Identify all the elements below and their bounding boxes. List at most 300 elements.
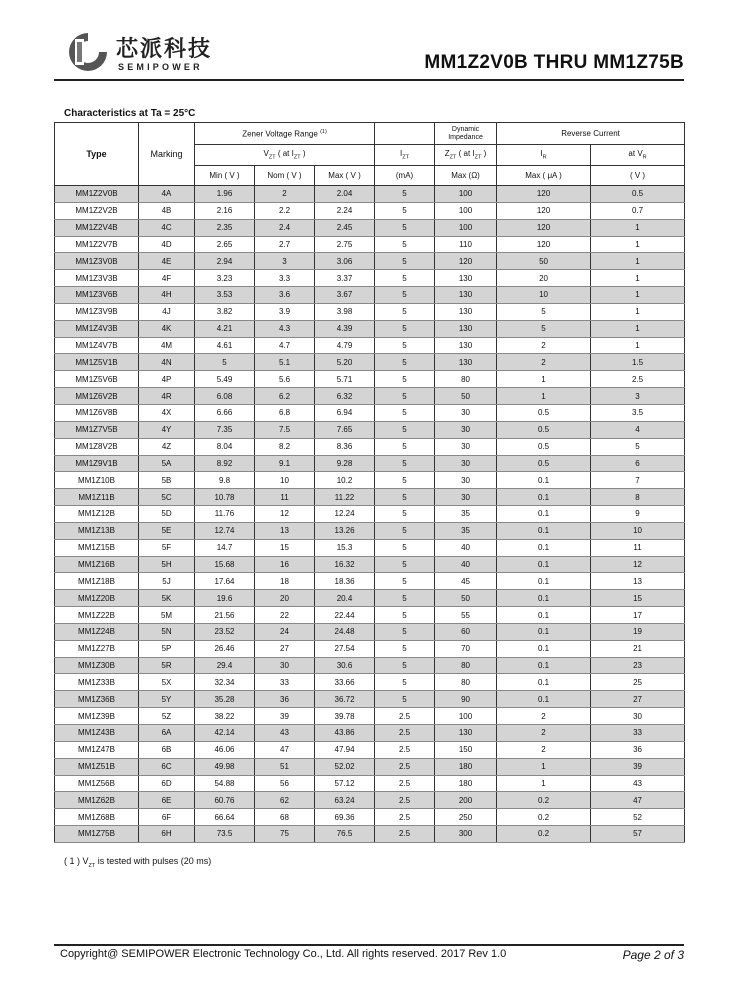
cell-vz-nom: 13 — [255, 522, 315, 539]
table-row — [55, 472, 685, 489]
cell-marking: 5J — [139, 573, 195, 590]
cell-ir-max: 0.1 — [497, 590, 591, 607]
semipower-logo-icon — [66, 30, 110, 74]
cell-izt: 5 — [375, 337, 435, 354]
cell-izt: 5 — [375, 506, 435, 523]
cell-vz-min: 1.96 — [195, 186, 255, 203]
header-v: ( V ) — [591, 166, 685, 186]
cell-vz-max: 2.24 — [315, 202, 375, 219]
cell-zzt-max: 300 — [435, 826, 497, 843]
table-row — [55, 404, 685, 421]
cell-type: MM1Z2V0B — [55, 186, 139, 203]
cell-vz-max: 76.5 — [315, 826, 375, 843]
cell-vz-min: 5 — [195, 354, 255, 371]
cell-ir-max: 0.1 — [497, 607, 591, 624]
cell-vz-max: 3.67 — [315, 287, 375, 304]
cell-ir-max: 0.1 — [497, 506, 591, 523]
cell-vz-max: 39.78 — [315, 708, 375, 725]
cell-izt: 5 — [375, 691, 435, 708]
cell-type: MM1Z2V2B — [55, 202, 139, 219]
cell-vr: 1 — [591, 253, 685, 270]
cell-vz-min: 4.21 — [195, 320, 255, 337]
cell-marking: 5P — [139, 640, 195, 657]
cell-marking: 5Z — [139, 708, 195, 725]
cell-vz-max: 9.28 — [315, 455, 375, 472]
cell-marking: 4M — [139, 337, 195, 354]
cell-vz-min: 8.92 — [195, 455, 255, 472]
table-row — [55, 708, 685, 725]
cell-vz-min: 42.14 — [195, 725, 255, 742]
header-divider — [54, 79, 684, 81]
cell-vz-max: 36.72 — [315, 691, 375, 708]
header-ir: $I_R$ — [497, 145, 591, 166]
cell-type: MM1Z33B — [55, 674, 139, 691]
cell-zzt-max: 250 — [435, 809, 497, 826]
table-row — [55, 758, 685, 775]
cell-ir-max: 0.1 — [497, 573, 591, 590]
cell-vz-nom: 62 — [255, 792, 315, 809]
cell-zzt-max: 70 — [435, 640, 497, 657]
cell-vr: 52 — [591, 809, 685, 826]
cell-vz-min: 4.61 — [195, 337, 255, 354]
cell-ir-max: 50 — [497, 253, 591, 270]
cell-ir-max: 0.2 — [497, 792, 591, 809]
cell-vr: 1 — [591, 270, 685, 287]
cell-marking: 4P — [139, 371, 195, 388]
cell-type: MM1Z6V2B — [55, 388, 139, 405]
cell-izt: 5 — [375, 489, 435, 506]
cell-vz-nom: 2.4 — [255, 219, 315, 236]
header-zzt: $Z_{ZT}$ ( at $I_{ZT}$ ) — [435, 145, 497, 166]
cell-marking: 4A — [139, 186, 195, 203]
cell-vz-nom: 33 — [255, 674, 315, 691]
cell-vz-nom: 75 — [255, 826, 315, 843]
cell-vz-max: 8.36 — [315, 438, 375, 455]
cell-ir-max: 10 — [497, 287, 591, 304]
cell-zzt-max: 100 — [435, 219, 497, 236]
cell-marking: 4C — [139, 219, 195, 236]
cell-vz-min: 3.82 — [195, 303, 255, 320]
cell-vz-nom: 4.3 — [255, 320, 315, 337]
cell-vz-min: 26.46 — [195, 640, 255, 657]
cell-marking: 4B — [139, 202, 195, 219]
cell-ir-max: 0.1 — [497, 539, 591, 556]
cell-zzt-max: 60 — [435, 623, 497, 640]
cell-zzt-max: 130 — [435, 337, 497, 354]
cell-vz-nom: 5.1 — [255, 354, 315, 371]
table-row — [55, 388, 685, 405]
cell-vr: 12 — [591, 556, 685, 573]
cell-ir-max: 0.1 — [497, 657, 591, 674]
cell-izt: 5 — [375, 472, 435, 489]
cell-vz-min: 8.04 — [195, 438, 255, 455]
cell-marking: 5Y — [139, 691, 195, 708]
cell-vr: 1 — [591, 337, 685, 354]
cell-ir-max: 2 — [497, 708, 591, 725]
cell-ir-max: 0.2 — [497, 826, 591, 843]
table-row — [55, 270, 685, 287]
cell-izt: 5 — [375, 404, 435, 421]
cell-vz-max: 5.71 — [315, 371, 375, 388]
cell-zzt-max: 80 — [435, 371, 497, 388]
cell-vr: 10 — [591, 522, 685, 539]
header-max-ua: Max ( μA ) — [497, 166, 591, 186]
cell-type: MM1Z62B — [55, 792, 139, 809]
cell-vz-nom: 3.3 — [255, 270, 315, 287]
table-row — [55, 371, 685, 388]
header-reverse-current: Reverse Current — [497, 123, 685, 145]
cell-zzt-max: 130 — [435, 320, 497, 337]
cell-marking: 4J — [139, 303, 195, 320]
cell-vr: 1 — [591, 287, 685, 304]
cell-vz-nom: 24 — [255, 623, 315, 640]
cell-zzt-max: 110 — [435, 236, 497, 253]
cell-ir-max: 1 — [497, 775, 591, 792]
cell-marking: 4K — [139, 320, 195, 337]
cell-vz-nom: 27 — [255, 640, 315, 657]
cell-vz-nom: 10 — [255, 472, 315, 489]
cell-zzt-max: 100 — [435, 202, 497, 219]
cell-izt: 2.5 — [375, 725, 435, 742]
cell-marking: 4D — [139, 236, 195, 253]
cell-marking: 5B — [139, 472, 195, 489]
cell-vr: 1 — [591, 219, 685, 236]
cell-izt: 5 — [375, 657, 435, 674]
cell-vr: 33 — [591, 725, 685, 742]
cell-vz-nom: 2.7 — [255, 236, 315, 253]
cell-ir-max: 0.5 — [497, 438, 591, 455]
cell-ir-max: 2 — [497, 337, 591, 354]
characteristics-table — [54, 122, 685, 843]
cell-type: MM1Z12B — [55, 506, 139, 523]
cell-marking: 6B — [139, 741, 195, 758]
cell-ir-max: 0.1 — [497, 691, 591, 708]
table-row — [55, 354, 685, 371]
cell-vz-min: 49.98 — [195, 758, 255, 775]
cell-zzt-max: 180 — [435, 758, 497, 775]
cell-vr: 1 — [591, 303, 685, 320]
cell-vz-nom: 8.2 — [255, 438, 315, 455]
cell-vr: 3 — [591, 388, 685, 405]
cell-type: MM1Z39B — [55, 708, 139, 725]
cell-vz-max: 52.02 — [315, 758, 375, 775]
cell-zzt-max: 50 — [435, 388, 497, 405]
cell-izt: 5 — [375, 354, 435, 371]
table-row — [55, 573, 685, 590]
cell-vz-nom: 2 — [255, 186, 315, 203]
cell-izt: 5 — [375, 522, 435, 539]
cell-izt: 5 — [375, 219, 435, 236]
cell-vz-max: 47.94 — [315, 741, 375, 758]
cell-vz-min: 12.74 — [195, 522, 255, 539]
header-marking: Marking — [139, 123, 195, 186]
cell-vr: 8 — [591, 489, 685, 506]
cell-izt: 5 — [375, 590, 435, 607]
cell-type: MM1Z2V7B — [55, 236, 139, 253]
cell-vr: 30 — [591, 708, 685, 725]
cell-marking: 5M — [139, 607, 195, 624]
table-row — [55, 506, 685, 523]
cell-marking: 4X — [139, 404, 195, 421]
cell-izt: 5 — [375, 236, 435, 253]
cell-vr: 0.5 — [591, 186, 685, 203]
header-dynamic-impedance: Dynamic Impedance — [435, 123, 497, 145]
table-row — [55, 725, 685, 742]
cell-izt: 5 — [375, 388, 435, 405]
table-row — [55, 640, 685, 657]
document-title: MM1Z2V0B THRU MM1Z75B — [424, 52, 684, 73]
cell-vr: 2.5 — [591, 371, 685, 388]
cell-type: MM1Z16B — [55, 556, 139, 573]
table-row — [55, 691, 685, 708]
cell-type: MM1Z68B — [55, 809, 139, 826]
cell-zzt-max: 30 — [435, 421, 497, 438]
cell-ir-max: 20 — [497, 270, 591, 287]
cell-zzt-max: 30 — [435, 455, 497, 472]
footer-divider — [54, 944, 684, 946]
cell-vz-min: 5.49 — [195, 371, 255, 388]
table-row — [55, 775, 685, 792]
cell-type: MM1Z56B — [55, 775, 139, 792]
cell-izt: 5 — [375, 287, 435, 304]
cell-type: MM1Z18B — [55, 573, 139, 590]
cell-vz-nom: 12 — [255, 506, 315, 523]
cell-vz-nom: 30 — [255, 657, 315, 674]
cell-izt: 5 — [375, 539, 435, 556]
cell-vz-min: 6.08 — [195, 388, 255, 405]
cell-vr: 11 — [591, 539, 685, 556]
cell-vz-nom: 2.2 — [255, 202, 315, 219]
table-row — [55, 539, 685, 556]
cell-vr: 7 — [591, 472, 685, 489]
cell-vz-min: 19.6 — [195, 590, 255, 607]
table-row — [55, 303, 685, 320]
table-body — [55, 186, 685, 843]
cell-izt: 2.5 — [375, 809, 435, 826]
header-ma: (mA) — [375, 166, 435, 186]
cell-ir-max: 0.1 — [497, 489, 591, 506]
cell-izt: 2.5 — [375, 792, 435, 809]
table-row — [55, 657, 685, 674]
table-row — [55, 337, 685, 354]
cell-marking: 4E — [139, 253, 195, 270]
cell-vz-min: 17.64 — [195, 573, 255, 590]
cell-marking: 4Y — [139, 421, 195, 438]
cell-vz-min: 23.52 — [195, 623, 255, 640]
header-min: Min ( V ) — [195, 166, 255, 186]
table-row — [55, 287, 685, 304]
cell-izt: 5 — [375, 556, 435, 573]
cell-vz-max: 7.65 — [315, 421, 375, 438]
cell-vr: 43 — [591, 775, 685, 792]
table-row — [55, 674, 685, 691]
cell-vz-max: 69.36 — [315, 809, 375, 826]
company-logo — [66, 30, 216, 76]
cell-izt: 5 — [375, 371, 435, 388]
cell-ir-max: 1 — [497, 758, 591, 775]
cell-vz-max: 18.36 — [315, 573, 375, 590]
cell-vz-max: 33.66 — [315, 674, 375, 691]
cell-ir-max: 0.1 — [497, 623, 591, 640]
cell-vr: 5 — [591, 438, 685, 455]
table-row — [55, 202, 685, 219]
cell-vz-max: 5.20 — [315, 354, 375, 371]
cell-zzt-max: 55 — [435, 607, 497, 624]
cell-ir-max: 120 — [497, 236, 591, 253]
page-number: Page 2 of 3 — [622, 948, 684, 962]
cell-marking: 5H — [139, 556, 195, 573]
cell-vz-max: 2.04 — [315, 186, 375, 203]
cell-vz-max: 22.44 — [315, 607, 375, 624]
cell-type: MM1Z22B — [55, 607, 139, 624]
cell-izt: 5 — [375, 270, 435, 287]
cell-zzt-max: 180 — [435, 775, 497, 792]
cell-type: MM1Z5V1B — [55, 354, 139, 371]
cell-type: MM1Z15B — [55, 539, 139, 556]
table-row — [55, 219, 685, 236]
cell-ir-max: 5 — [497, 320, 591, 337]
table-row — [55, 590, 685, 607]
cell-vz-max: 4.79 — [315, 337, 375, 354]
logo-chinese-name: 芯派科技 — [116, 37, 213, 62]
cell-marking: 4Z — [139, 438, 195, 455]
cell-vr: 17 — [591, 607, 685, 624]
cell-type: MM1Z3V3B — [55, 270, 139, 287]
cell-vr: 21 — [591, 640, 685, 657]
cell-vz-max: 57.12 — [315, 775, 375, 792]
cell-vr: 27 — [591, 691, 685, 708]
cell-vz-nom: 51 — [255, 758, 315, 775]
cell-vz-min: 66.64 — [195, 809, 255, 826]
cell-ir-max: 120 — [497, 219, 591, 236]
cell-type: MM1Z51B — [55, 758, 139, 775]
cell-vz-nom: 11 — [255, 489, 315, 506]
cell-type: MM1Z20B — [55, 590, 139, 607]
cell-ir-max: 0.1 — [497, 522, 591, 539]
cell-zzt-max: 30 — [435, 438, 497, 455]
cell-type: MM1Z2V4B — [55, 219, 139, 236]
cell-vz-min: 38.22 — [195, 708, 255, 725]
logo-english-name: SEMIPOWER — [118, 62, 203, 72]
cell-vz-nom: 3 — [255, 253, 315, 270]
cell-vr: 1 — [591, 236, 685, 253]
cell-ir-max: 5 — [497, 303, 591, 320]
cell-vr: 25 — [591, 674, 685, 691]
section-title: Characteristics at Ta = 25°C — [64, 108, 196, 119]
cell-vz-min: 2.35 — [195, 219, 255, 236]
cell-vr: 1 — [591, 320, 685, 337]
cell-zzt-max: 100 — [435, 186, 497, 203]
cell-vz-nom: 47 — [255, 741, 315, 758]
cell-ir-max: 2 — [497, 741, 591, 758]
cell-vz-min: 35.28 — [195, 691, 255, 708]
cell-vz-min: 60.76 — [195, 792, 255, 809]
cell-vz-min: 10.78 — [195, 489, 255, 506]
table-row — [55, 741, 685, 758]
cell-zzt-max: 80 — [435, 657, 497, 674]
cell-vz-max: 16.32 — [315, 556, 375, 573]
table-row — [55, 455, 685, 472]
cell-type: MM1Z9V1B — [55, 455, 139, 472]
cell-vz-max: 3.98 — [315, 303, 375, 320]
cell-izt: 5 — [375, 455, 435, 472]
cell-vz-min: 3.23 — [195, 270, 255, 287]
cell-zzt-max: 150 — [435, 741, 497, 758]
cell-marking: 4R — [139, 388, 195, 405]
cell-vr: 15 — [591, 590, 685, 607]
cell-marking: 5C — [139, 489, 195, 506]
cell-vr: 23 — [591, 657, 685, 674]
table-row — [55, 826, 685, 843]
cell-izt: 5 — [375, 202, 435, 219]
cell-type: MM1Z75B — [55, 826, 139, 843]
cell-ir-max: 0.5 — [497, 404, 591, 421]
cell-ir-max: 0.2 — [497, 809, 591, 826]
cell-ir-max: 0.1 — [497, 674, 591, 691]
cell-zzt-max: 130 — [435, 287, 497, 304]
cell-vz-max: 15.3 — [315, 539, 375, 556]
cell-zzt-max: 130 — [435, 725, 497, 742]
cell-vz-max: 20.4 — [315, 590, 375, 607]
cell-vz-min: 6.66 — [195, 404, 255, 421]
cell-vz-max: 4.39 — [315, 320, 375, 337]
table-row — [55, 607, 685, 624]
cell-vz-nom: 22 — [255, 607, 315, 624]
cell-ir-max: 1 — [497, 388, 591, 405]
cell-marking: 6D — [139, 775, 195, 792]
cell-ir-max: 0.5 — [497, 455, 591, 472]
cell-type: MM1Z4V3B — [55, 320, 139, 337]
cell-vz-min: 7.35 — [195, 421, 255, 438]
cell-vz-max: 6.94 — [315, 404, 375, 421]
cell-vz-max: 11.22 — [315, 489, 375, 506]
cell-vz-nom: 68 — [255, 809, 315, 826]
header-type: Type — [55, 123, 139, 186]
cell-type: MM1Z10B — [55, 472, 139, 489]
cell-izt: 5 — [375, 640, 435, 657]
cell-vz-max: 3.06 — [315, 253, 375, 270]
table-row — [55, 421, 685, 438]
table-row — [55, 186, 685, 203]
cell-type: MM1Z7V5B — [55, 421, 139, 438]
cell-vr: 9 — [591, 506, 685, 523]
cell-vz-nom: 43 — [255, 725, 315, 742]
cell-type: MM1Z27B — [55, 640, 139, 657]
cell-izt: 5 — [375, 623, 435, 640]
cell-zzt-max: 40 — [435, 556, 497, 573]
cell-izt: 2.5 — [375, 775, 435, 792]
cell-izt: 5 — [375, 303, 435, 320]
cell-marking: 5F — [139, 539, 195, 556]
cell-izt: 2.5 — [375, 758, 435, 775]
cell-vz-min: 9.8 — [195, 472, 255, 489]
table-row — [55, 489, 685, 506]
header-vzt: $V_{ZT}$ ( at $I_{ZT}$ ) — [195, 145, 375, 166]
cell-type: MM1Z47B — [55, 741, 139, 758]
cell-marking: 4N — [139, 354, 195, 371]
cell-zzt-max: 100 — [435, 708, 497, 725]
cell-izt: 2.5 — [375, 826, 435, 843]
header-zener-range: Zener Voltage Range $^{(1)}$ — [195, 123, 375, 145]
cell-izt: 5 — [375, 438, 435, 455]
cell-marking: 4F — [139, 270, 195, 287]
cell-type: MM1Z3V9B — [55, 303, 139, 320]
cell-izt: 5 — [375, 674, 435, 691]
cell-marking: 5X — [139, 674, 195, 691]
footnote: ( 1 ) $V_{ZT}$ is tested with pulses (20 ms) — [64, 856, 212, 869]
cell-vz-nom: 56 — [255, 775, 315, 792]
table-row — [55, 556, 685, 573]
